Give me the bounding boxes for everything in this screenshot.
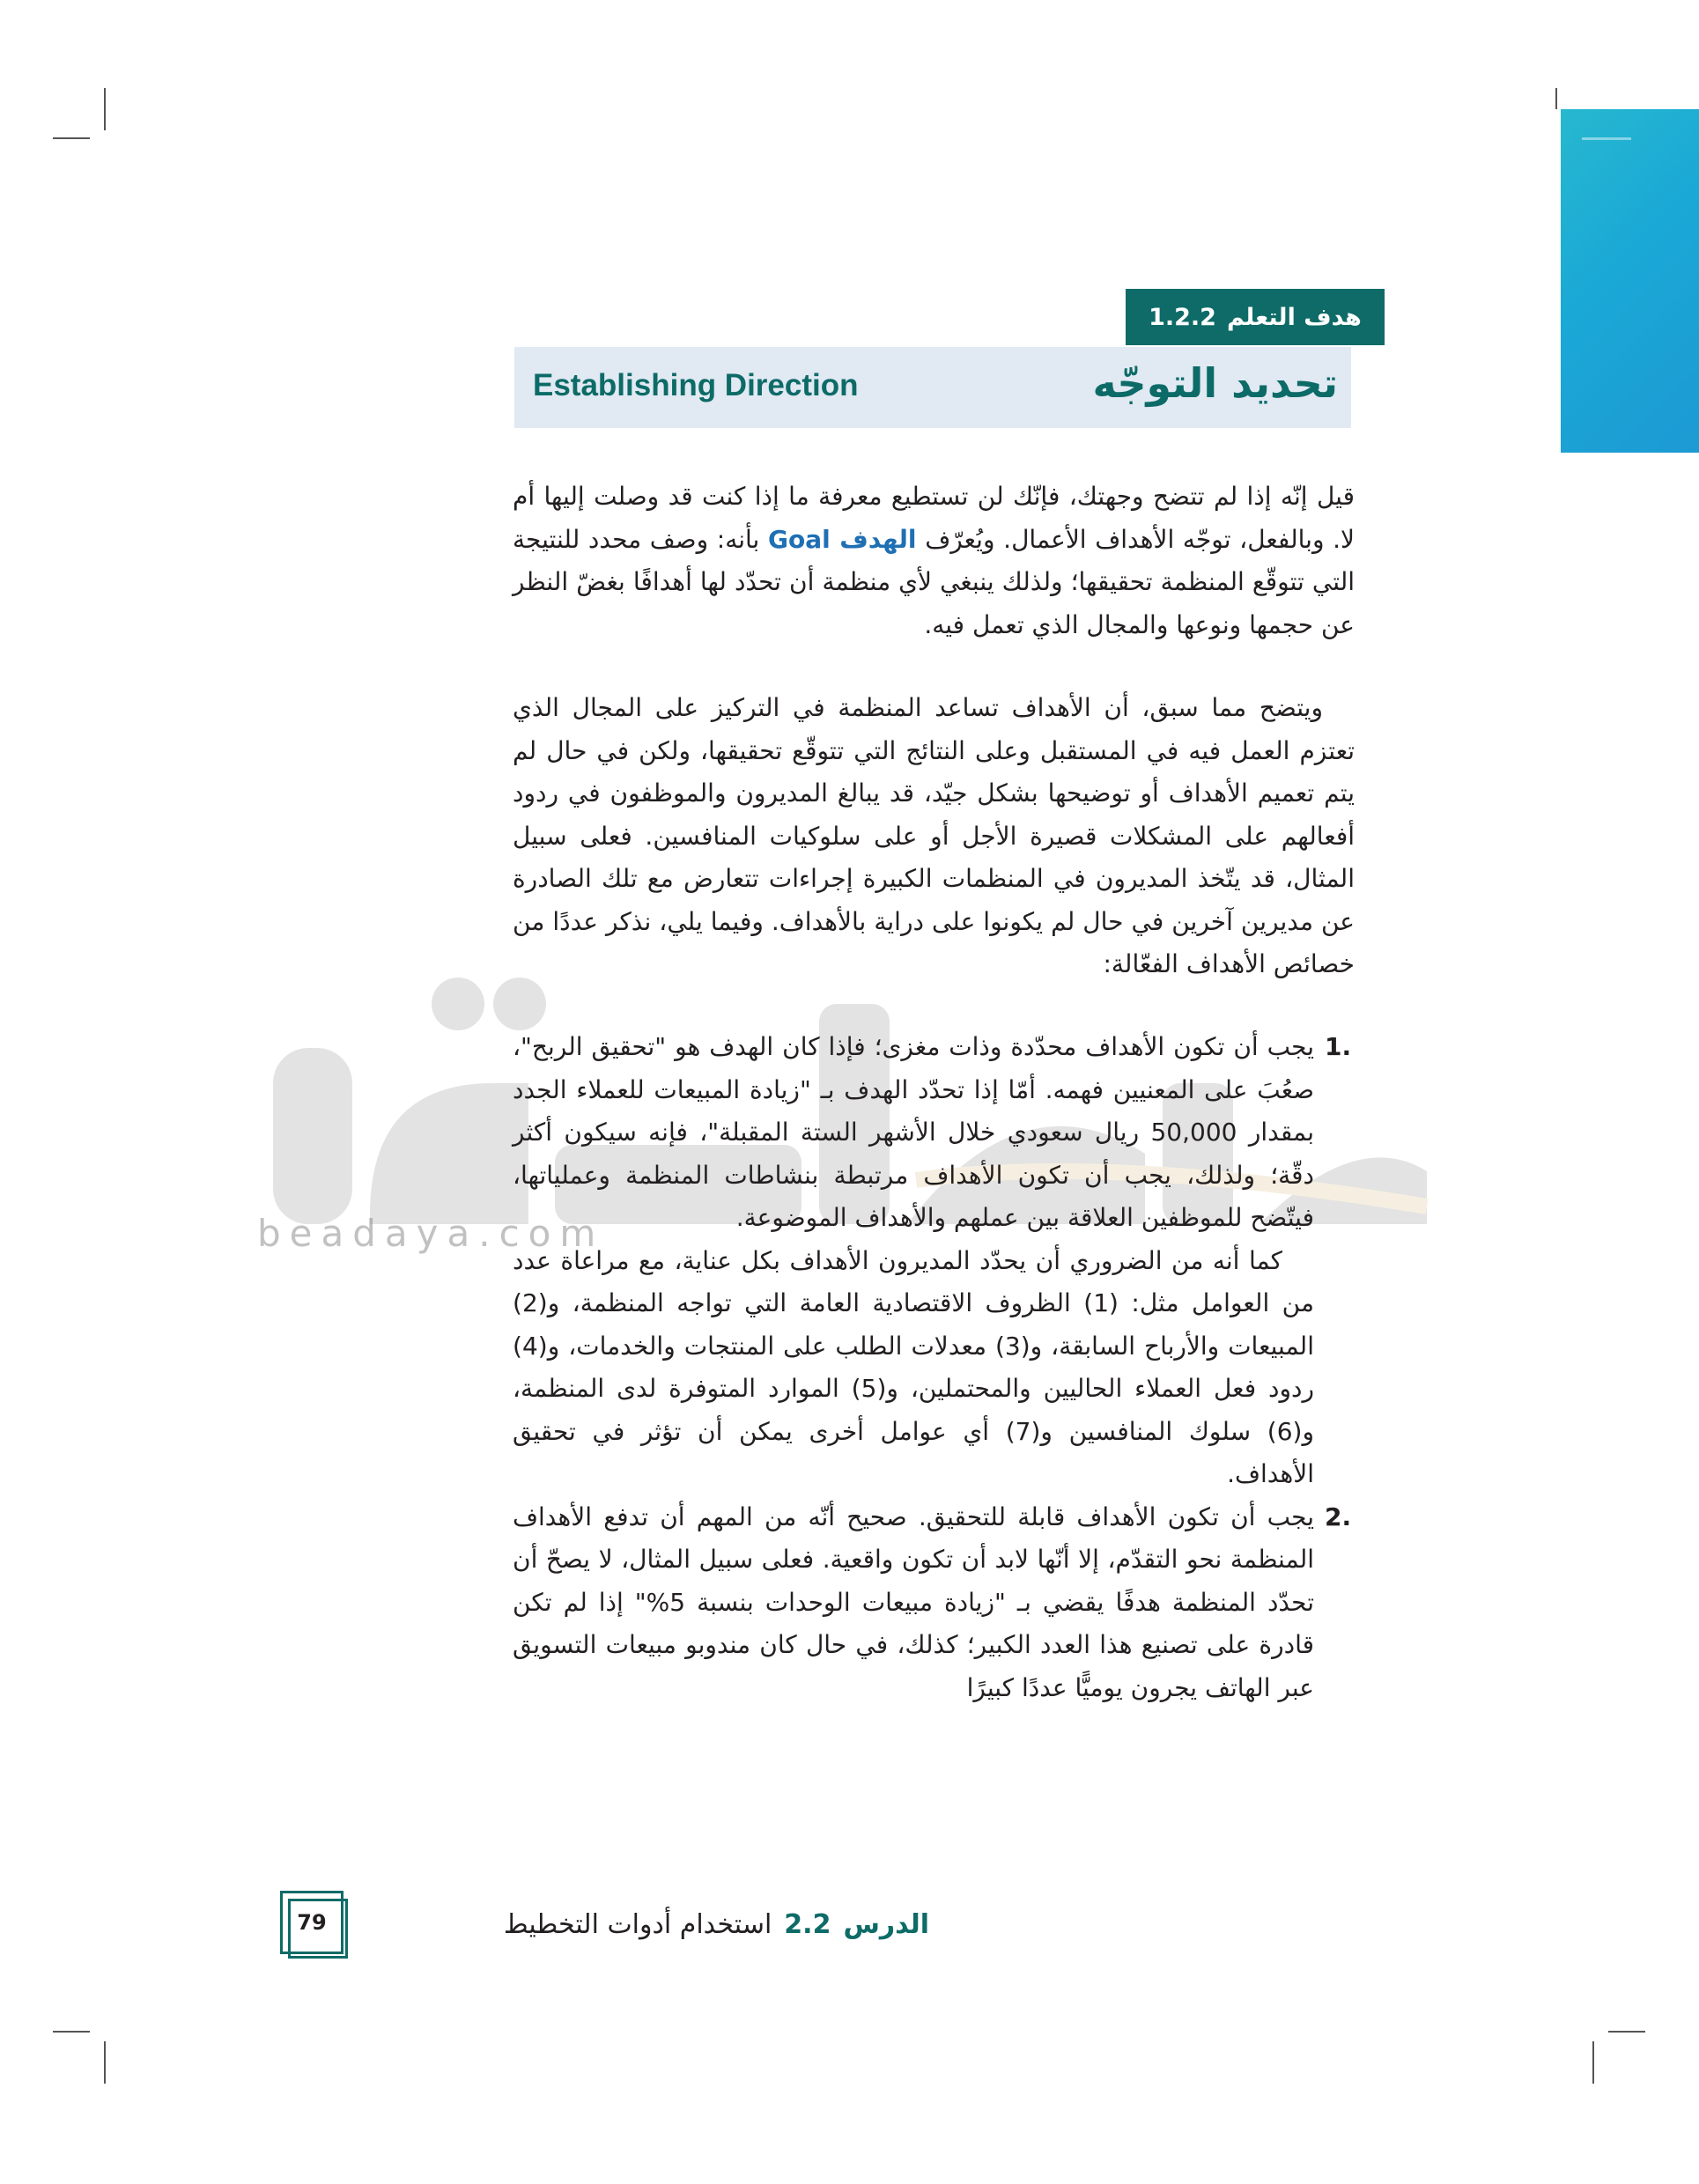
learning-goal-label bbox=[1126, 289, 1385, 345]
section-title-arabic: تحديد التوجّه bbox=[1092, 359, 1338, 407]
crop-mark bbox=[104, 2041, 106, 2084]
goal-term-arabic: الهدف bbox=[839, 524, 917, 554]
chapter-side-tab bbox=[1561, 109, 1699, 453]
lesson-title: استخدام أدوات التخطيط bbox=[503, 1909, 772, 1940]
body-paragraph: ويتضح مما سبق، أن الأهداف تساعد المنظمة في التركيز على المجال الذي تعتزم العمل فيه في المستقبل وعلى النتائج التي تتوقّع تحقيقها، ولكن في حال لم يتم تعميم الأهداف أو توضيحها بشكل جيّد، قد يبالغ المديرون والموظفون في ردود أفعالهم على المشكلات قصيرة الأجل أو على سلوكيات المنافسين. فعلى سبيل المثال، قد يتّخذ المديرون في المنظمات الكبيرة إجراءات تتعارض مع تلك الصادرة عن مديرين آخرين في حال لم يكونوا على دراية بالأهداف. وفيما يلي، نذكر عددًا من خصائص الأهداف الفعّالة: bbox=[513, 693, 1355, 978]
goal-term bbox=[768, 525, 917, 554]
watermark-url: beadaya.com bbox=[257, 1212, 605, 1255]
crop-mark bbox=[1592, 2041, 1594, 2084]
list-item bbox=[513, 1026, 1355, 1496]
goal-label-text: هدف التعلم bbox=[1226, 303, 1362, 331]
crop-mark bbox=[53, 2031, 90, 2033]
section-title-english: Establishing Direction bbox=[533, 368, 859, 402]
lesson-number: 2.2 bbox=[784, 1909, 831, 1940]
characteristics-list bbox=[513, 1026, 1355, 1709]
list-item-number: 1. bbox=[1325, 1032, 1352, 1061]
list-item-number: 2. bbox=[1325, 1502, 1352, 1531]
lesson-label: الدرس bbox=[843, 1909, 929, 1940]
page-number: 79 bbox=[280, 1891, 343, 1954]
crop-mark bbox=[1555, 88, 1557, 109]
crop-mark bbox=[53, 137, 90, 139]
list-item-text: يجب أن تكون الأهداف قابلة للتحقيق. صحيح أنّه من المهم أن تدفع الأهداف المنظمة نحو التقدّم، إلا أنّها لابد أن تكون واقعية. فعلى سبيل المثال، لا يصحّ أن تحدّد المنظمة هدفًا يقضي بـ "زيادة مبيعات الوحدات بنسبة 5%" إذا لم تكن قادرة على تصنيع هذا العدد الكبير؛ كذلك، في حال كان مندوبو مبيعات التسويق عبر الهاتف يجرون يوميًّا عددًا كبيرًا bbox=[513, 1502, 1314, 1702]
list-item bbox=[513, 1496, 1355, 1710]
intro-text-start: قيل إنّه إذا لم تتضح وجهتك، فإنّك لن تستطيع معرفة ما إذا كنت قد وصلت إليها أم لا. وبالفعل، توجّه الأهداف الأعمال. ويُعرّف bbox=[513, 482, 1356, 554]
crop-mark bbox=[1608, 2031, 1645, 2033]
intro-text-end: بأنه: وصف محدد للنتيجة التي تتوقّع المنظمة تحقيقها؛ ولذلك ينبغي لأي منظمة أن تحدّد لها أهدافًا بغضّ النظر عن حجمها ونوعها والمجال الذي تعمل فيه. bbox=[513, 524, 1355, 639]
goal-number: 1.2.2 bbox=[1149, 303, 1216, 331]
list-item-subparagraph: كما أنه من الضروري أن يحدّد المديرون الأهداف بكل عناية، مع مراعاة عدد من العوامل مثل: (1) الظروف الاقتصادية العامة التي تواجه المنظمة، و(2) المبيعات والأرباح السابقة، و(3) معدلات الطلب على المنتجات والخدمات، و(4) ردود فعل العملاء الحاليين والمحتملين، و(5) الموارد المتوفرة لدى المنظمة، و(6) سلوك المنافسين و(7) أي عوامل أخرى يمكن أن تؤثر في تحقيق الأهداف. bbox=[513, 1245, 1314, 1488]
goal-term-english: Goal bbox=[768, 524, 831, 554]
intro-paragraph bbox=[513, 476, 1355, 646]
list-item-text: يجب أن تكون الأهداف محدّدة وذات مغزى؛ فإذا كان الهدف هو "تحقيق الربح"، صعُبَ على المعنيين فهمه. أمّا إذا تحدّد الهدف بـ "زيادة المبيعات للعملاء الجدد بمقدار 50,000 ريال سعودي خلال الأشهر الستة المقبلة"، فإنه سيكون أكثر دقّة؛ ولذلك، يجب أن تكون الأهداف مرتبطة بنشاطات المنظمة وعملياتها، فيتّضح للموظفين العلاقة بين عملهم والأهداف الموضوعة. bbox=[513, 1032, 1314, 1232]
page-footer bbox=[504, 1909, 929, 1940]
crop-mark bbox=[104, 88, 106, 130]
